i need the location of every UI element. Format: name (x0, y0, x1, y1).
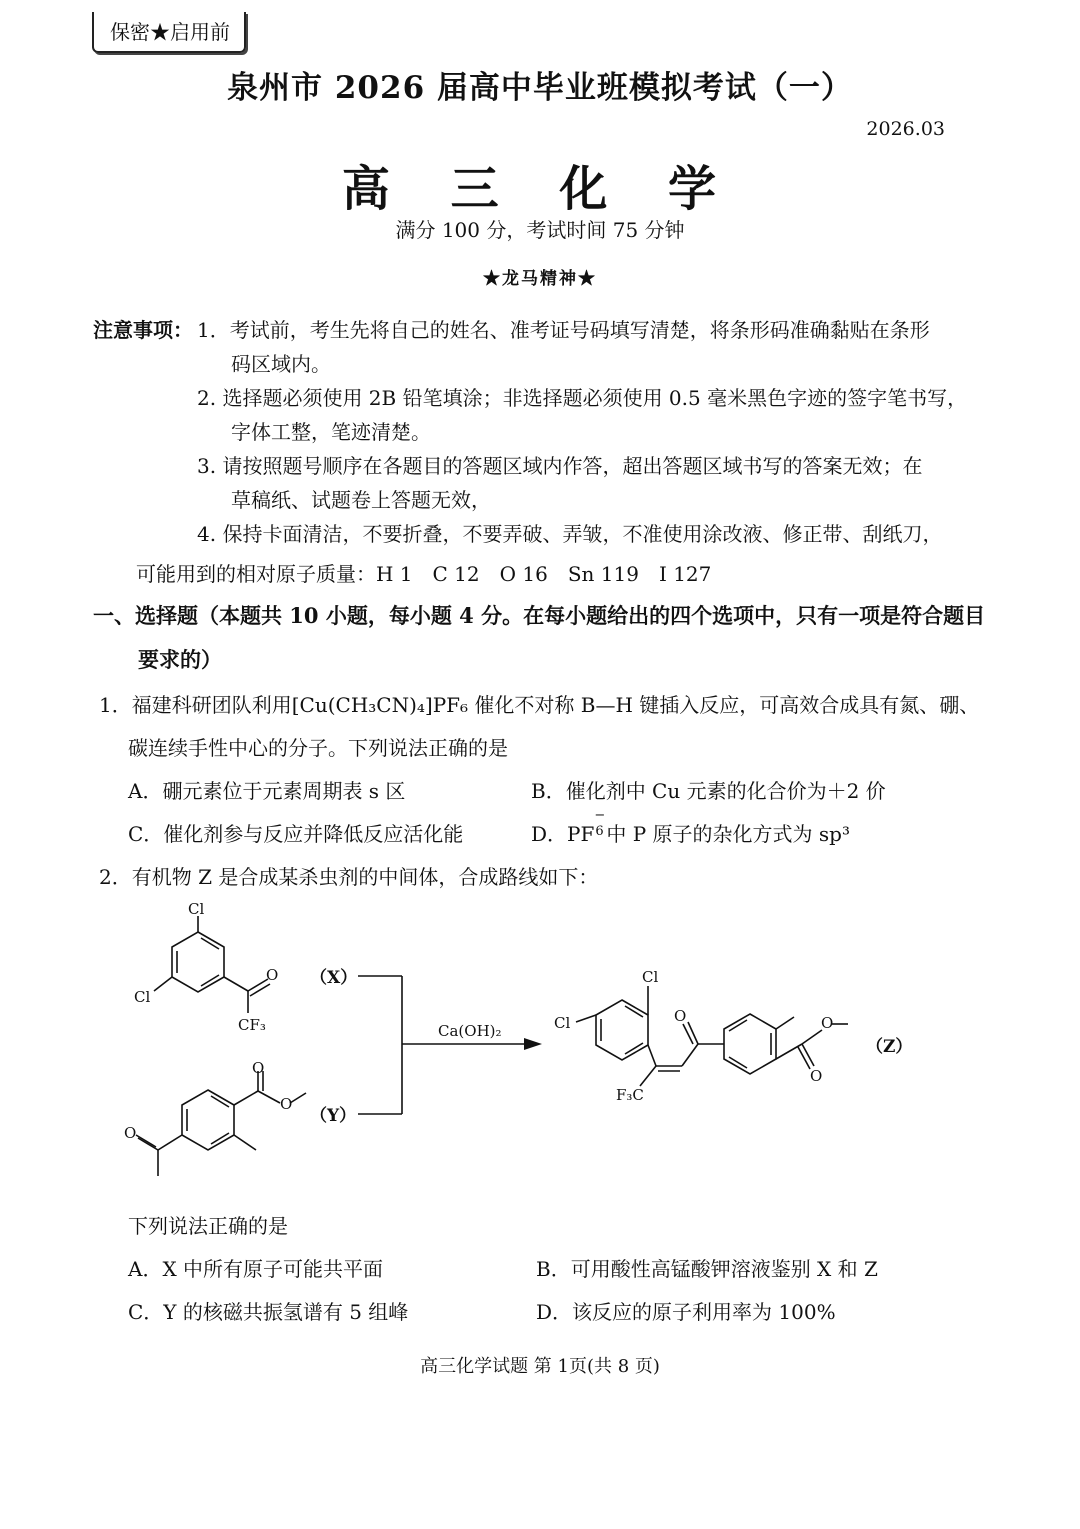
atom-o: O (821, 1014, 834, 1032)
motto: ★龙马精神★ (483, 269, 597, 289)
q2-option-b: B．可用酸性高锰酸钾溶液鉴别 X 和 Z (536, 1257, 878, 1281)
atom-cl: Cl (134, 988, 151, 1006)
notice-item-1: 1．考试前，考生先将自己的姓名、准考证号码填写清楚，将条形码准确黏贴在条形 (197, 318, 930, 342)
notice-item-4: 4. 保持卡面清洁，不要折叠，不要弄破、弄皱，不准使用涂改液、修正带、刮纸刀， (197, 522, 943, 546)
molecule-z (576, 986, 848, 1086)
atom-o: O (124, 1124, 137, 1142)
notice-item-3: 3. 请按照题号顺序在各题目的答题区域内作答，超出答题区域书写的答案无效；在 (197, 454, 923, 478)
atom-o: O (252, 1059, 265, 1077)
reagent-label: Ca(OH)₂ (438, 1022, 502, 1040)
atom-o: O (674, 1007, 687, 1025)
molecule-y (136, 1071, 306, 1176)
exam-date: 2026.03 (866, 118, 945, 140)
q1-option-c: C．催化剂参与反应并降低反应活化能 (128, 822, 464, 846)
q1-stem: 1．福建科研团队利用[Cu(CH₃CN)₄]PF₆ 催化不对称 B—H 键插入反应，可高效合成具有氮、硼、 (99, 693, 980, 717)
exam-info: 满分 100 分，考试时间 75 分钟 (395, 218, 685, 242)
q1-option-b: B．催化剂中 Cu 元素的化合价为＋2 价 (531, 779, 886, 803)
page-footer: 高三化学试题 第 1页(共 8 页) (420, 1356, 660, 1377)
notice-item-2-cont: 字体工整，笔迹清楚。 (231, 420, 431, 444)
q2-stem: 2．有机物 Z 是合成某杀虫剂的中间体，合成路线如下： (99, 865, 599, 889)
exam-title: 泉州市 2026 届高中毕业班模拟考试（一） (227, 70, 853, 106)
atomic-masses: 可能用到的相对原子质量：H 1 C 12 O 16 Sn 119 I 127 (136, 562, 712, 586)
notice-item-1-cont: 码区域内。 (231, 352, 331, 376)
notice-item-2: 2. 选择题必须使用 2B 铅笔填涂；非选择题必须使用 0.5 毫米黑色字迹的签字笔书写， (197, 386, 968, 410)
label-y: （Y） (310, 1106, 357, 1126)
synthesis-scheme (110, 900, 940, 1190)
atom-o: O (266, 966, 279, 984)
q1-option-a: A．硼元素位于元素周期表 s 区 (128, 779, 406, 803)
q2-option-c: C．Y 的核磁共振氢谱有 5 组峰 (128, 1300, 409, 1324)
q2-option-d: D．该反应的原子利用率为 100% (536, 1300, 836, 1324)
atom-cl: Cl (642, 968, 659, 986)
group-f3c: F₃C (616, 1086, 644, 1104)
notice-label: 注意事项： (93, 318, 193, 342)
confidential-stamp: 保密★启用前 (92, 12, 246, 53)
atom-o: O (280, 1095, 293, 1113)
atom-cl: Cl (188, 900, 205, 918)
section-heading: 一、选择题（本题共 10 小题，每小题 4 分。在每小题给出的四个选项中，只有一项是符合题目 (93, 603, 986, 628)
notice-item-3-cont: 草稿纸、试题卷上答题无效， (231, 488, 491, 512)
q2-option-a: A．X 中所有原子可能共平面 (128, 1257, 384, 1281)
molecule-x (154, 916, 270, 1013)
atom-cl: Cl (554, 1014, 571, 1032)
q1-option-d: D．PF − 6 中 P 原子的杂化方式为 sp³ (531, 808, 850, 846)
q1-stem-cont: 碳连续手性中心的分子。下列说法正确的是 (128, 736, 508, 760)
label-z: （Z） (866, 1037, 913, 1057)
subject-title: 高 三 化 学 (341, 161, 739, 217)
section-heading-cont: 要求的） (138, 647, 222, 672)
q2-prompt: 下列说法正确的是 (128, 1214, 288, 1238)
group-cf3: CF₃ (238, 1016, 266, 1034)
atom-o: O (810, 1067, 823, 1085)
label-x: （X） (310, 968, 358, 988)
